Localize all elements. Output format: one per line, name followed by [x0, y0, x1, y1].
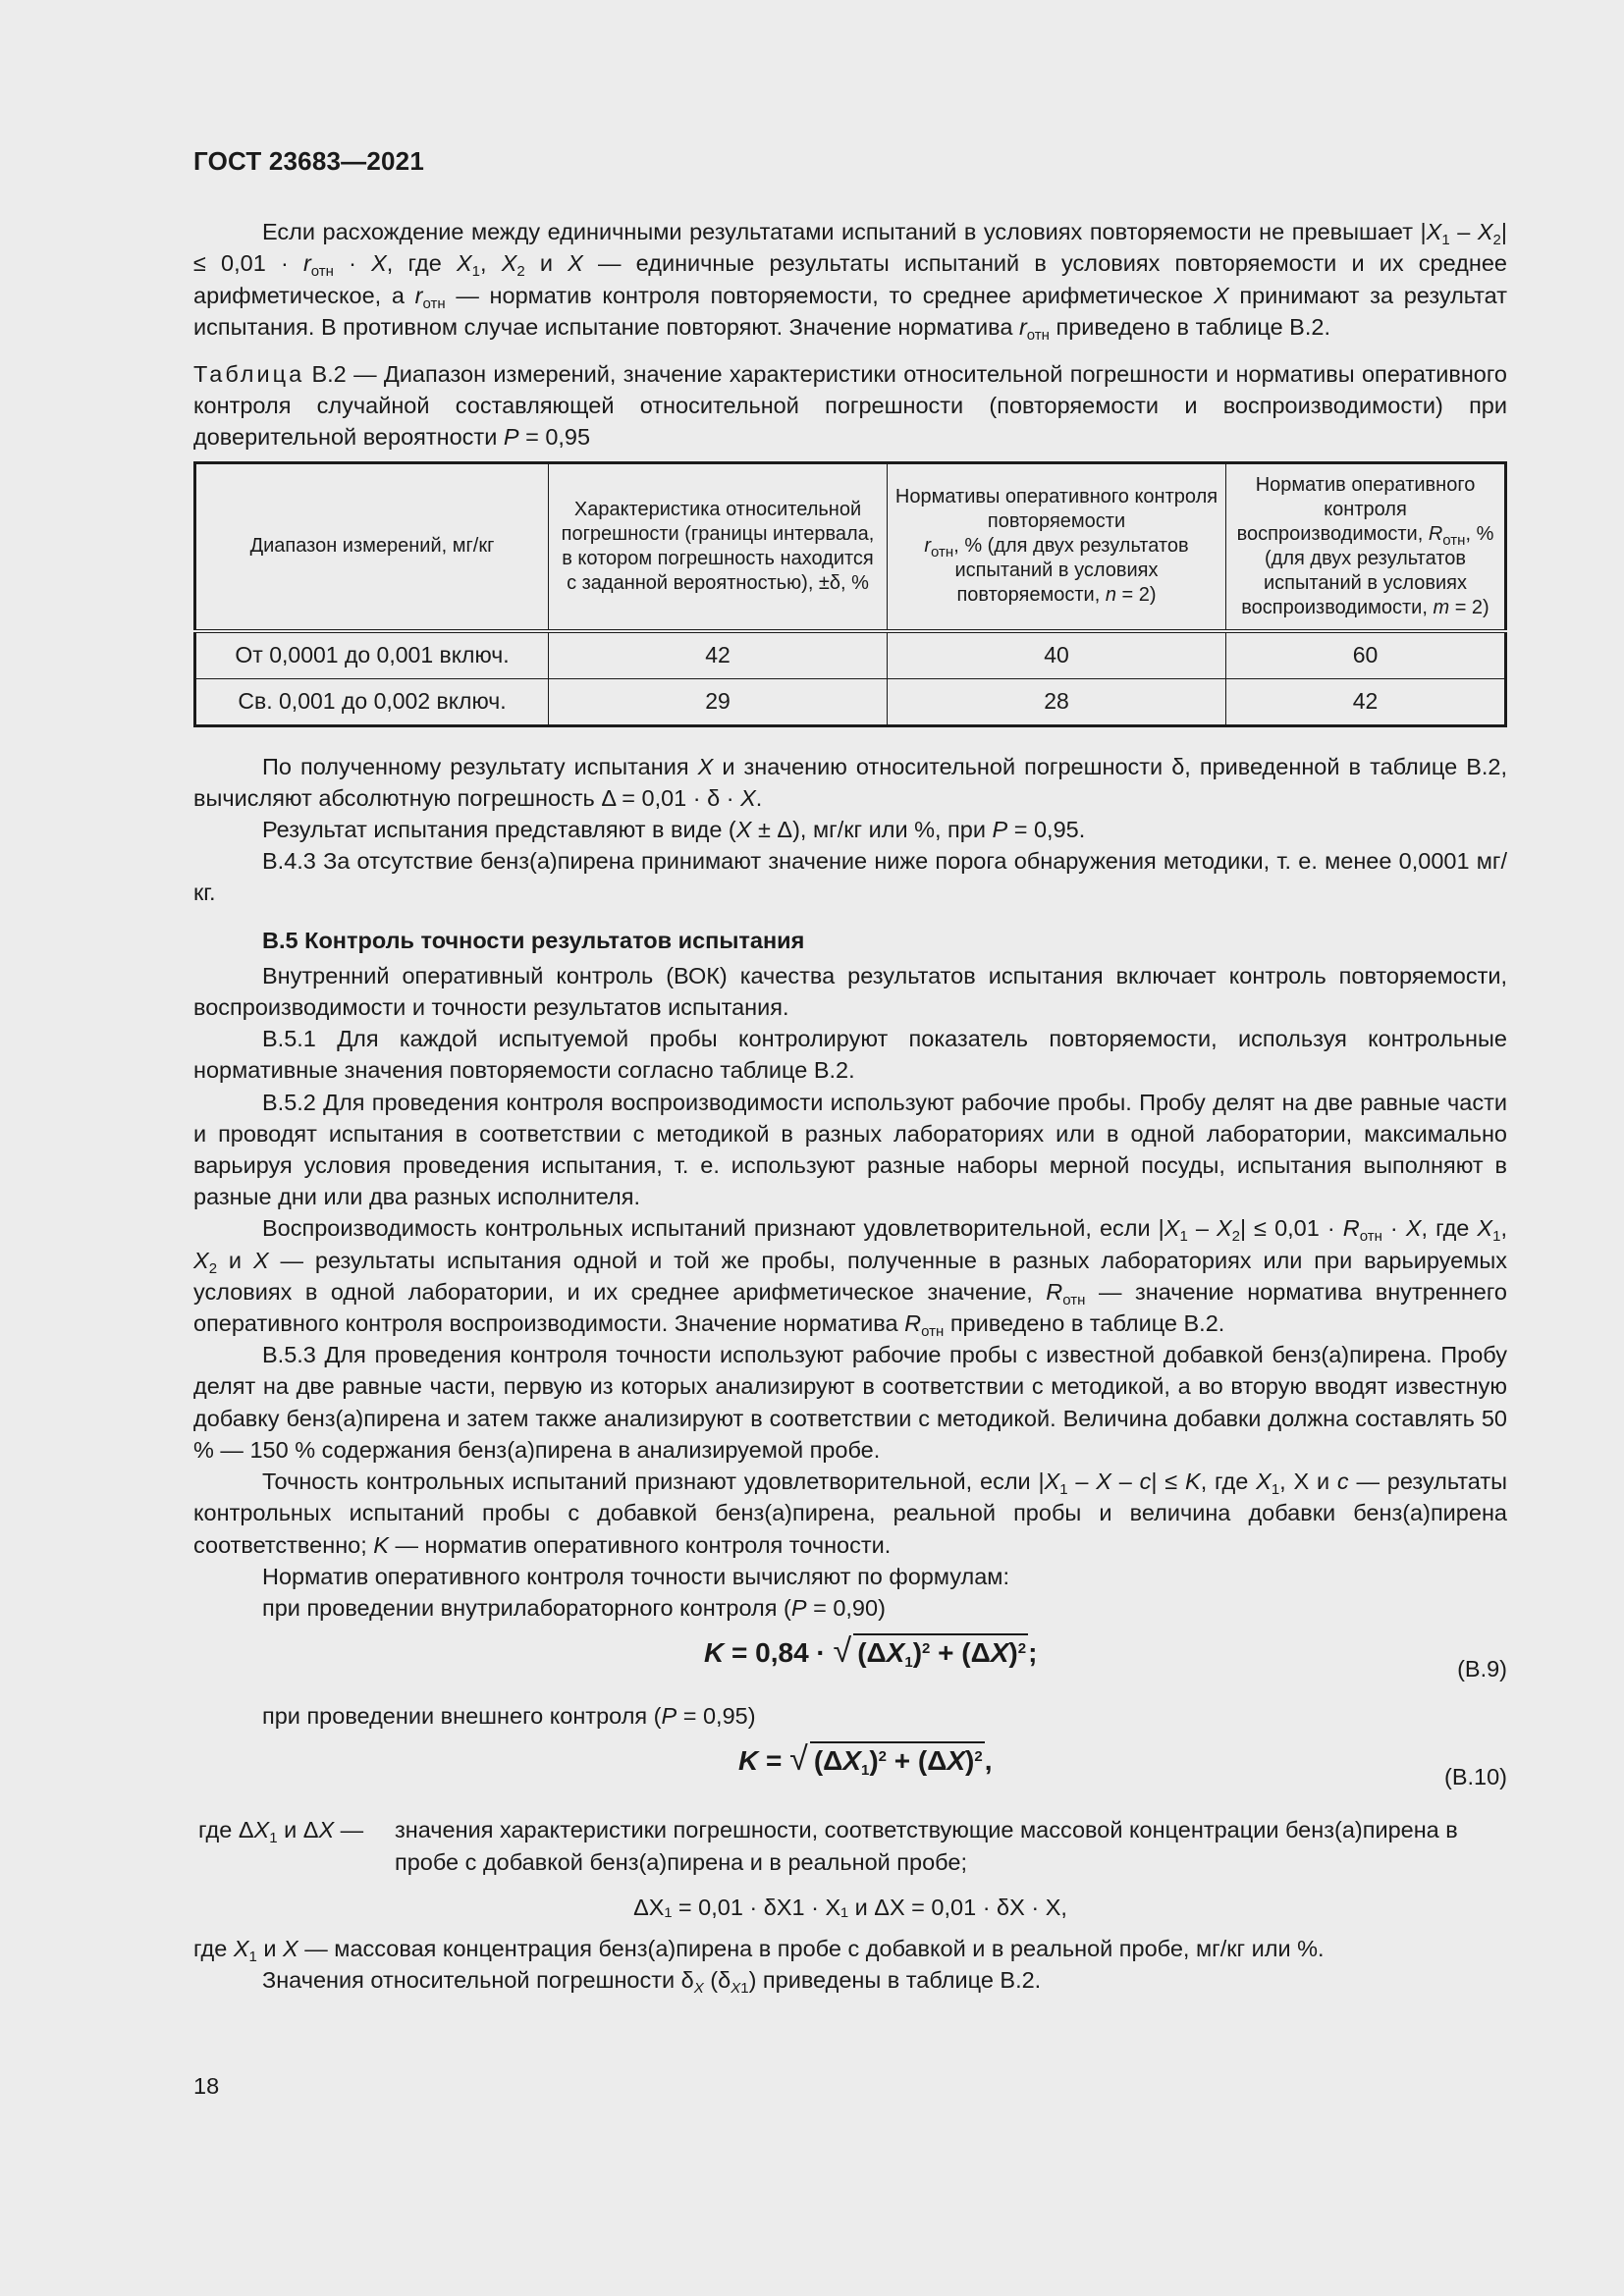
- paragraph-internal-control: при проведении внутрилабораторного контроля (P = 0,90): [262, 1594, 886, 1621]
- table-cell: 29: [549, 678, 888, 725]
- paragraph-b51: В.5.1 Для каждой испытуемой пробы контролируют показатель повторяемости, используя контрольные нормативные значения повторяемости согласно таблице В.2.: [193, 1026, 1507, 1084]
- paragraph-external-control: при проведении внешнего контроля (P = 0,95): [262, 1703, 756, 1730]
- header-range: Диапазон измерений, мг/кг: [195, 462, 549, 631]
- paragraph-accuracy: Точность контрольных испытаний признают удовлетворительной, если $|X_1 - X - c| \le K$, где $X_1$, Х и c — результаты контрольных испытаний пробы с добавкой бенз(а)пирена, реальной пробы и величина добавки бенз(а)пирена соответственно; K — норматив оперативного контроля точности.: [193, 1468, 1507, 1558]
- table-cell: 60: [1226, 631, 1506, 678]
- formula-b10: [193, 1732, 1507, 1808]
- paragraph-formulas-intro: Норматив оперативного контроля точности вычисляют по формулам:: [262, 1563, 1009, 1589]
- table-caption: Таблица В.2 — Диапазон измерений, значение характеристики относительной погрешности и нормативы оперативного контроля случайной составляющей относительной погрешности (повторяемости и воспроизводимости) при доверительной вероятности P = 0,95: [193, 361, 1507, 451]
- paragraph-b43: В.4.3 За отсутствие бенз(а)пирена принимают значение ниже порога обнаружения методики, т. е. менее 0,0001 мг/кг.: [193, 848, 1507, 906]
- table-cell: 40: [888, 631, 1226, 678]
- where-label: где $\Delta X_1$ и ΔX —: [198, 1817, 364, 1847]
- header-repeatability: Нормативы оперативного контроля повторяемости $r_{отн}$, % (для двух результатов испытаний в условиях повторяемости, n = 2): [888, 462, 1226, 631]
- paragraph-b52: В.5.2 Для проведения контроля воспроизводимости используют рабочие пробы. Пробу делят на две равные части и проводят испытания в соответствии с методикой в разных лабораториях или в одной лаборатории, максимально варьируя условия проведения испытания, т. е. используют разные наборы мерной посуды, испытания выполняют в разные дни или два разных исполнителя.: [193, 1089, 1507, 1210]
- paragraph-vok: Внутренний оперативный контроль (ВОК) качества результатов испытания включает контроль повторяемости, воспроизводимости и точности результатов испытания.: [193, 962, 1507, 1021]
- where-clause: [193, 1814, 1507, 1877]
- formula-b9-expression: K = 0,84 · √ $(\Delta X_1)^2 + (\Delta X)^2$;: [704, 1632, 1038, 1672]
- formula-b10-number: (В.10): [1444, 1764, 1507, 1790]
- paragraph-absolute-error: По полученному результату испытания X и значению относительной погрешности δ, приведенной в таблице В.2, вычисляют абсолютную погрешность Δ = 0,01 · δ · X.: [193, 753, 1507, 811]
- table-cell: 42: [549, 631, 888, 678]
- table-row: [195, 631, 1506, 678]
- paragraph-reproducibility: Воспроизводимость контрольных испытаний признают удовлетворительной, если $|X_1 - X_2| \le 0,01 \cdot R_{отн} \cdot X$, где $X_1$, $X_2$ и X — результаты испытания одной и той же пробы, полученные в разных лабораториях или при варьируемых условиях в одной лаборатории, и их среднее арифметическое значение, $R_{отн}$ — значение норматива внутреннего оперативного контроля воспроизводимости. Значение норматива $R_{отн}$ приведено в таблице В.2.: [193, 1215, 1507, 1341]
- header-reproducibility: Норматив оперативного контроля воспроизводимости, $R_{отн}$, % (для двух результатов испытаний в условиях воспроизводимости, m = 2): [1226, 462, 1506, 631]
- formula-b9: [193, 1624, 1507, 1700]
- delta-equation: ΔX₁ = 0,01 · δX1 · X₁ и ΔX = 0,01 · δX · X,: [633, 1894, 1067, 1920]
- table-b2: [193, 461, 1507, 727]
- table-cell: От 0,0001 до 0,001 включ.: [195, 631, 549, 678]
- formula-b10-expression: K = √ $(\Delta X_1)^2 + (\Delta X)^2$,: [738, 1740, 993, 1780]
- section-title-b5: В.5 Контроль точности результатов испытания: [262, 927, 805, 953]
- table-header-row: [195, 462, 1506, 631]
- table-row: [195, 678, 1506, 725]
- page-number: 18: [193, 2073, 220, 2099]
- header-error: Характеристика относительной погрешности (границы интервала, в котором погрешность находится с заданной вероятностью), ±δ, %: [549, 462, 888, 631]
- paragraph-repeatability: Если расхождение между единичными результатами испытаний в условиях повторяемости не превышает $|X_1 - X_2| \le 0,01 \cdot r_{отн} \cdot X$, где $X_1$, $X_2$ и X — единичные результаты испытаний в условиях повторяемости и их среднее арифметическое, а $r_{отн}$ — норматив контроля повторяемости, то среднее арифметическое X принимают за результат испытания. В противном случае испытание повторяют. Значение норматива $r_{отн}$ приведено в таблице В.2.: [193, 219, 1508, 344]
- paragraph-where-x: где $X_1$ и X — массовая концентрация бенз(а)пирена в пробе с добавкой и в реальной пробе, мг/кг или %.: [193, 1935, 1325, 1965]
- paragraph-relative-error: Значения относительной погрешности $\delta_X$ $(\delta_{X1})$ приведены в таблице В.2.: [262, 1967, 1042, 1998]
- paragraph-result-format: Результат испытания представляют в виде (X ± Δ), мг/кг или %, при P = 0,95.: [262, 817, 1086, 843]
- formula-b9-number: (В.9): [1457, 1656, 1507, 1682]
- where-text: значения характеристики погрешности, соответствующие массовой концентрации бенз(а)пирена в пробе с добавкой бенз(а)пирена и в реальной пробе;: [395, 1817, 1458, 1875]
- document-header: ГОСТ 23683—2021: [193, 146, 424, 176]
- table-cell: 42: [1226, 678, 1506, 725]
- paragraph-b53: В.5.3 Для проведения контроля точности используют рабочие пробы с известной добавкой бенз(а)пирена. Пробу делят на две равные части, первую из которых анализируют в соответствии с методикой, а во вторую вводят известную добавку бенз(а)пирена и затем также анализируют в соответствии с методикой. Величина добавки должна составлять 50 % — 150 % содержания бенз(а)пирена в анализируемой пробе.: [193, 1342, 1507, 1463]
- table-cell: Св. 0,001 до 0,002 включ.: [195, 678, 549, 725]
- table-cell: 28: [888, 678, 1226, 725]
- document-page: [193, 145, 1507, 1996]
